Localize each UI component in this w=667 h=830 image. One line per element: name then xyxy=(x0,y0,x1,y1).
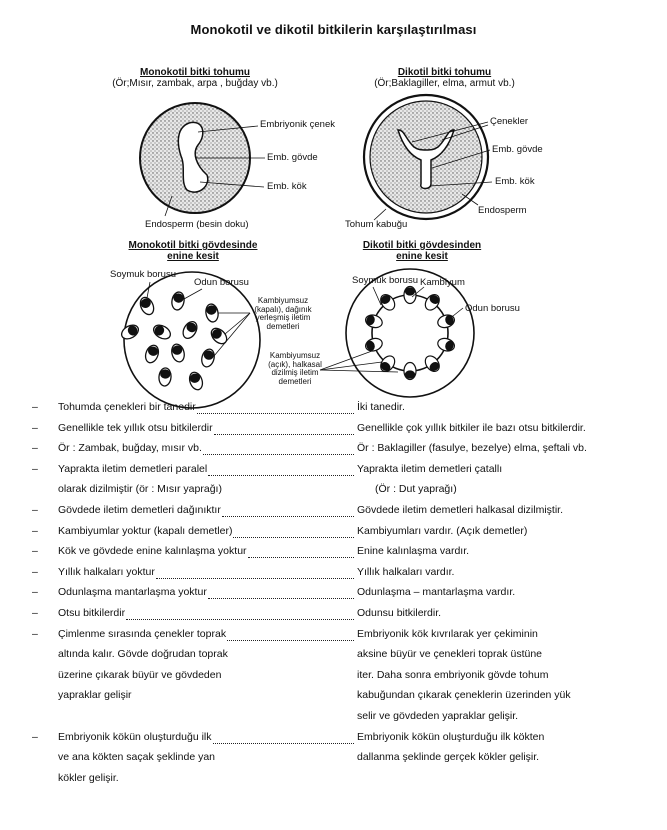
page-title: Monokotil ve dikotil bitkilerin karşılaştırılması xyxy=(190,22,477,37)
dicot-trait: Enine kalınlaşma vardır. xyxy=(357,545,470,558)
di-seed-heading: Dikotil bitki tohumu xyxy=(397,67,492,78)
bullet-dash: – xyxy=(32,442,38,455)
monocot-trait: yapraklar gelişir xyxy=(58,689,132,702)
di-seed-diagram xyxy=(364,95,492,220)
monocot-trait: Otsu bitkilerdir xyxy=(58,606,355,620)
monocot-trait: altında kalır. Gövde doğrudan toprak xyxy=(58,648,228,661)
mono-stem-outline xyxy=(124,272,260,408)
label-mono-emb-root: Emb. kök xyxy=(267,181,307,192)
bullet-dash: – xyxy=(32,421,38,434)
leader-dots xyxy=(208,588,354,599)
dicot-trait: Yaprakta iletim demetleri çatallı xyxy=(357,462,503,475)
label-di-emb-stem: Emb. gövde xyxy=(492,144,543,155)
label-mono-phloem: Soymuk borusu xyxy=(110,269,177,280)
label-mono-emb-stem: Emb. gövde xyxy=(267,152,318,163)
label-di-cotyledons: Çenekler xyxy=(490,116,529,127)
bullet-dash: – xyxy=(32,462,38,475)
leader-dots xyxy=(233,527,354,538)
bullet-dash: – xyxy=(32,607,38,619)
dicot-trait: Embriyonik kökün oluşturduğu ilk kökten xyxy=(357,730,545,743)
label-mono-bundles: Kambiyumsuz (kapalı), dağınık yerleşmiş iletim demetleri xyxy=(254,296,312,331)
dicot-trait: kabuğundan çıkarak çeneklerin üzerinden yük xyxy=(357,689,571,702)
dicot-trait: İki tanedir. xyxy=(357,401,405,413)
leader-dots xyxy=(208,465,354,476)
di-stem-diagram xyxy=(320,269,474,397)
dicot-trait: Odunsu bitkilerdir. xyxy=(357,607,442,619)
dicot-trait: Yıllık halkaları vardır. xyxy=(357,565,455,578)
label-di-xylem: Odun borusu xyxy=(465,303,520,314)
dicot-trait: Ör : Baklagiller (fasulye, bezelye) elma, şeftali vb. xyxy=(357,442,587,455)
mono-stem-diagram xyxy=(119,272,260,408)
monocot-trait: Çimlenme sırasında çenekler toprak xyxy=(58,627,355,641)
monocot-trait: Odunlaşma mantarlaşma yoktur xyxy=(58,585,355,599)
bullet-dash: – xyxy=(32,545,38,558)
label-di-endosperm: Endosperm xyxy=(478,205,527,216)
monocot-trait: üzerine çıkarak büyür ve gövdeden xyxy=(58,668,222,681)
monocot-trait: Kambiyumlar yoktur (kapalı demetler) xyxy=(58,524,355,538)
mono-seed-diagram xyxy=(140,103,265,216)
monocot-trait: Kök ve gövdede enine kalınlaşma yoktur xyxy=(58,544,355,558)
monocot-trait: kökler gelişir. xyxy=(58,771,119,784)
leader-dots xyxy=(203,444,354,455)
dicot-trait: Kambiyumları vardır. (Açık demetler) xyxy=(357,524,528,537)
monocot-trait: Yaprakta iletim demetleri paralel xyxy=(58,462,355,476)
monocot-trait: Embriyonik kökün oluşturduğu ilk xyxy=(58,730,355,744)
label-emb-cotyledon: Embriyonik çenek xyxy=(260,119,335,130)
di-seed-examples: (Ör;Baklagiller, elma, armut vb.) xyxy=(374,78,515,89)
dicot-trait: Gövdede iletim demetleri halkasal dizilmiştir. xyxy=(357,504,563,516)
leader-dots xyxy=(197,403,354,414)
bullet-dash: – xyxy=(32,627,38,640)
monocot-trait: Ör : Zambak, buğday, mısır vb. xyxy=(58,441,355,455)
dicot-trait: dallanma şeklinde gerçek kökler gelişir. xyxy=(357,751,540,764)
bullet-dash: – xyxy=(32,730,38,743)
mono-seed-heading: Monokotil bitki tohumu xyxy=(140,67,250,78)
bullet-dash: – xyxy=(32,401,38,413)
bullet-dash: – xyxy=(32,504,38,516)
label-mono-endosperm: Endosperm (besin doku) xyxy=(145,219,249,230)
bullet-dash: – xyxy=(32,565,38,578)
leader-dots xyxy=(214,424,354,435)
dicot-trait: iter. Daha sonra embriyonik gövde tohum xyxy=(357,668,549,681)
monocot-trait: Yıllık halkaları yoktur xyxy=(58,565,355,579)
leader-dots xyxy=(222,506,354,517)
bullet-dash: – xyxy=(32,586,38,599)
label-di-bundles: Kambiyumsuz (açık), halkasal dizilmiş iletim demetleri xyxy=(268,351,322,386)
label-di-seed-coat: Tohum kabuğu xyxy=(345,219,408,230)
dicot-trait: selir ve gövdeden yapraklar gelişir. xyxy=(357,710,519,722)
label-di-emb-root: Emb. kök xyxy=(495,176,535,187)
mono-seed-examples: (Ör;Mısır, zambak, arpa , buğday vb.) xyxy=(112,78,278,89)
monocot-trait: ve ana kökten saçak şeklinde yan xyxy=(58,751,216,764)
label-mono-xylem: Odun borusu xyxy=(194,277,249,288)
leader-dots xyxy=(126,609,354,620)
mono-stem-heading-1: Monokotil bitki gövdesinde xyxy=(128,240,258,251)
di-bundle xyxy=(404,363,416,380)
di-stem-heading-1: Dikotil bitki gövdesinden xyxy=(362,240,482,251)
leader-dots xyxy=(156,568,354,579)
leader-dots xyxy=(213,733,355,744)
di-stem-heading-2: enine kesit xyxy=(396,251,448,262)
label-di-phloem: Soymuk borusu xyxy=(352,275,419,286)
mono-stem-heading-2: enine kesit xyxy=(167,251,219,262)
dicot-trait: Odunlaşma – mantarlaşma vardır. xyxy=(357,586,516,599)
bullet-dash: – xyxy=(32,524,38,537)
monocot-trait: Tohumda çenekleri bir tanedir xyxy=(58,400,355,414)
monocot-trait: Genellikle tek yıllık otsu bitkilerdir xyxy=(58,421,355,435)
dicot-trait: Embriyonik kök kıvrılarak yer çekiminin xyxy=(357,627,538,640)
label-di-cambium: Kambiyum xyxy=(420,277,465,288)
dicot-trait: aksine büyür ve çenekleri toprak üstüne xyxy=(357,648,543,661)
monocot-trait: olarak dizilmiştir (ör : Mısır yaprağı) xyxy=(58,483,222,496)
leader-dots xyxy=(248,547,354,558)
dicot-trait: (Ör : Dut yaprağı) xyxy=(375,483,457,496)
leader-dots xyxy=(227,630,354,641)
monocot-trait: Gövdede iletim demetleri dağınıktır xyxy=(58,503,355,517)
dicot-trait: Genellikle çok yıllık bitkiler ile bazı otsu bitkilerdir. xyxy=(357,421,586,434)
